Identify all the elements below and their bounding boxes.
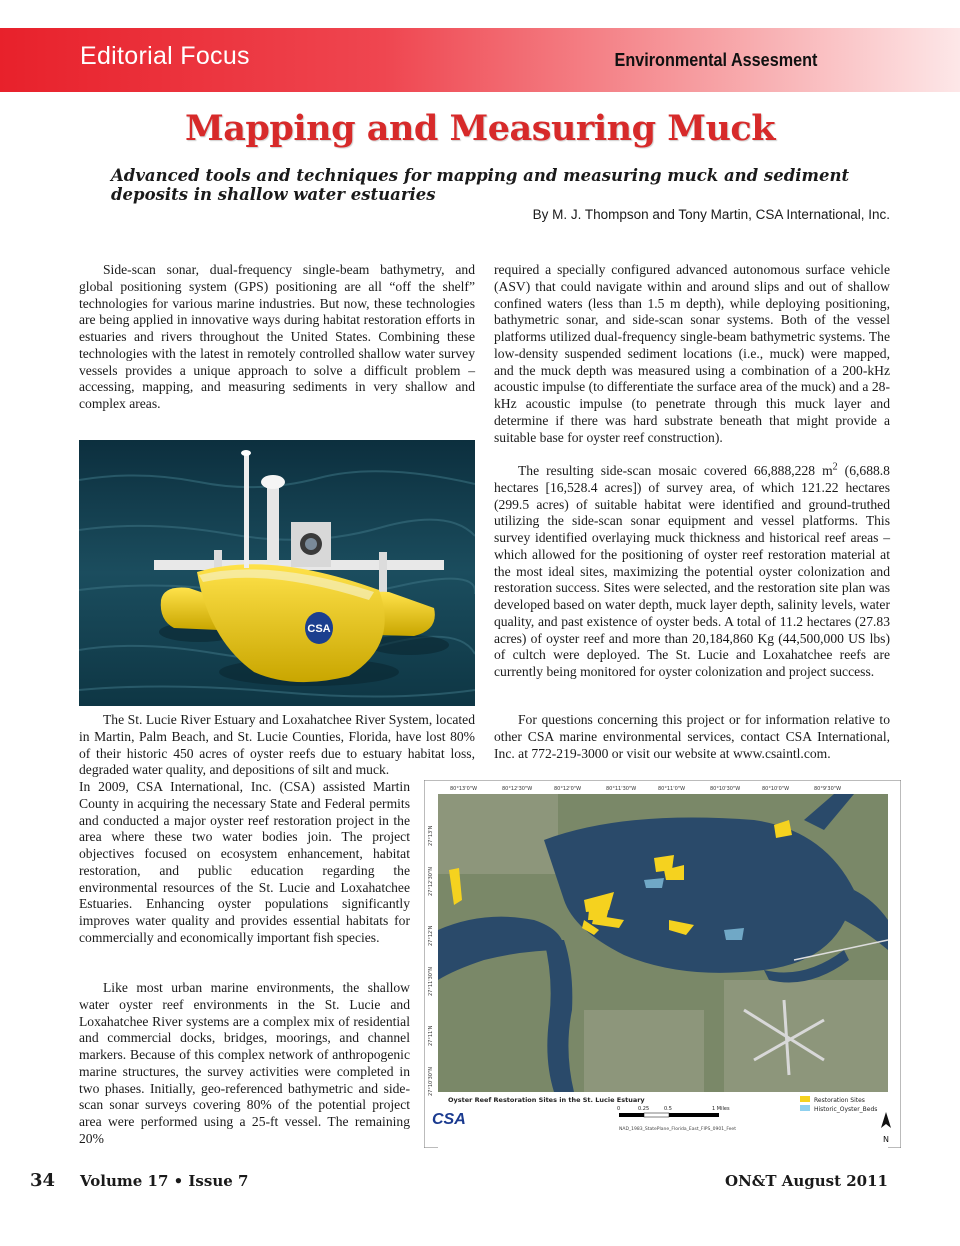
boat-illustration (79, 440, 475, 706)
lat-label: 27°13'N (428, 825, 434, 846)
section-label: Editorial Focus (80, 42, 250, 70)
lon-label: 80°12'30"W (502, 786, 533, 792)
north-label: N (883, 1135, 889, 1144)
article-title: Mapping and Measuring Muck (185, 108, 775, 149)
article-subtitle: Advanced tools and techniques for mapping and measuring muck and sediment deposits in shallow water estuaries (111, 166, 850, 204)
right-paragraph-2 (494, 463, 890, 681)
asv-boat-photo (79, 440, 475, 706)
map-projection: NAD_1983_StatePlane_Florida_East_FIPS_0901_Feet (619, 1127, 736, 1132)
page-number: 34 (30, 1170, 56, 1191)
lat-label: 27°12'N (428, 925, 434, 946)
lon-label: 80°13'0"W (450, 786, 478, 792)
legend-historic: Historic_Oyster_Beds (814, 1106, 878, 1113)
magazine-date: ON&T August 2011 (725, 1172, 888, 1190)
left-paragraph-2b: In 2009, CSA International, Inc. (CSA) assisted Martin County in acquiring the necessary State and Federal permits and conducted a major oyster reef restoration project in the area where these two water bodies join. The project objectives focused on ecosystem enhancement, habitat restoration, and public education regarding the environmental resources of the St. Lucie and Loxahatchee Estuaries. Enhancing oyster populations significantly improves water quality and provides essential habitats for commercially and economically important fish species. (79, 779, 410, 945)
lon-label: 80°11'0"W (658, 786, 686, 792)
left-paragraph-1: Side-scan sonar, dual-frequency single-beam bathymetry, and global positioning system (GPS) positioning are all “off the shelf” technologies for various marine industries. But now, these technologies are being applied in innovative ways during habitat restoration efforts in estuaries and rivers throughout the United States. Combining these technologies with the latest in remotely controlled shallow water survey vessels provides a unique approach to solve a difficult problem – accessing, mapping, and measuring sediments in very shallow and complex areas. (79, 262, 475, 411)
map-csa-logo: CSA (432, 1111, 466, 1128)
boat-csa-logo: CSA (307, 623, 331, 635)
map-caption: Oyster Reef Restoration Sites in the St. Lucie Estuary (448, 1096, 645, 1104)
left-paragraph-3: Like most urban marine environments, the shallow water oyster reef environments in the St. Lucie and Loxahatchee River systems are a complex mix of residential and commercial docks, bridges, moorings, and channel markers. Because of this complex network of anthropogenic marine structures, the survey activities were completed in two phases. Initially, geo-referenced bathymetric and side-scan sonar surveys covering 80% of the potential project area were performed using a 25-ft vessel. The remaining 20% (79, 980, 410, 1146)
scale-label: 0.25 (638, 1106, 650, 1112)
legend-restoration: Restoration Sites (814, 1097, 865, 1104)
legend-swatch-restoration (800, 1096, 810, 1102)
survey-area-text: The resulting side-scan mosaic covered 66,888,228 m (518, 463, 833, 478)
scale-label: 0.5 (664, 1106, 672, 1112)
survey-results-text: (6,688.8 hectares [16,528.4 acres]) of survey area, of which 121.22 hectares (299.5 acres) of suitable habitat were identified and ground-truthed utilizing the side-scan sonar equipment and vessel platforms. This survey identified overlaying muck thickness and historical reef areas – which allowed for the positioning of oyster reef restoration material at the most ideal sites, maximizing the potential oyster colonization and restoration success. Sites were selected, and the restoration site plan was developed based on water depth, muck layer depth, salinity levels, water quality, and past existence of oyster beds. A total of 11.2 hectares (27.83 acres) of oyster reef and more than 20,184,860 Kg (44,500,000 US lbs) of cultch were deployed. The St. Lucie and Loxahatchee reefs are currently being monitored for oyster colonization and project success. (494, 463, 890, 679)
right-paragraph-1: required a specially configured advanced autonomous surface vehicle (ASV) that could navigate within and around slips and out of shallow confined waters (less than 1.5 m depth), while deploying positioning, bathymetric sonar, and side-scan sonar systems. Both of the vessel platforms utilized dual-frequency single-beam bathymetric systems. The low-density suspended sediment locations (i.e., muck) were mapped, and the muck depth was measured using a combination of a 200-kHz acoustic impulse (to differentiate the surface area of the muck) and a 28-kHz acoustic impulse (to penetrate through this muck layer and determine if there was hard substrate beneath that might provide a suitable base for oyster reef construction). (494, 262, 890, 445)
lon-label: 80°10'30"W (710, 786, 741, 792)
lat-label: 27°11'N (428, 1025, 434, 1046)
section-banner (0, 28, 960, 92)
scale-label: 1 Miles (712, 1106, 730, 1112)
map-figure (424, 780, 901, 1148)
volume-issue: Volume 17 • Issue 7 (80, 1172, 249, 1190)
left-paragraph-2a: The St. Lucie River Estuary and Loxahatchee River System, located in Martin, Palm Beach, and St. Lucie Counties, Florida, have lost 80% of their historic 450 acres of oyster reefs due to estuary habitat loss, degraded water quality, and depositions of silt and muck. (79, 712, 475, 778)
category-label: Environmental Assesment (614, 50, 817, 70)
right-paragraph-3: For questions concerning this project or for information relative to other CSA marine environmental services, contact CSA International, Inc. at 772-219-3000 or visit our website at www.csaintl.com. (494, 712, 890, 761)
article-byline: By M. J. Thompson and Tony Martin, CSA International, Inc. (532, 207, 890, 222)
lat-label: 27°11'30"N (428, 966, 434, 996)
lon-label: 80°9'30"W (814, 786, 842, 792)
legend-swatch-historic (800, 1105, 810, 1111)
oyster-reef-map (424, 780, 901, 1148)
superscript: 2 (832, 461, 838, 473)
lat-label: 27°12'30"N (428, 866, 434, 896)
lon-label: 80°12'0"W (554, 786, 582, 792)
lon-label: 80°10'0"W (762, 786, 790, 792)
scale-label: 0 (617, 1106, 621, 1112)
lat-label: 27°10'30"N (428, 1066, 434, 1096)
lon-label: 80°11'30"W (606, 786, 637, 792)
